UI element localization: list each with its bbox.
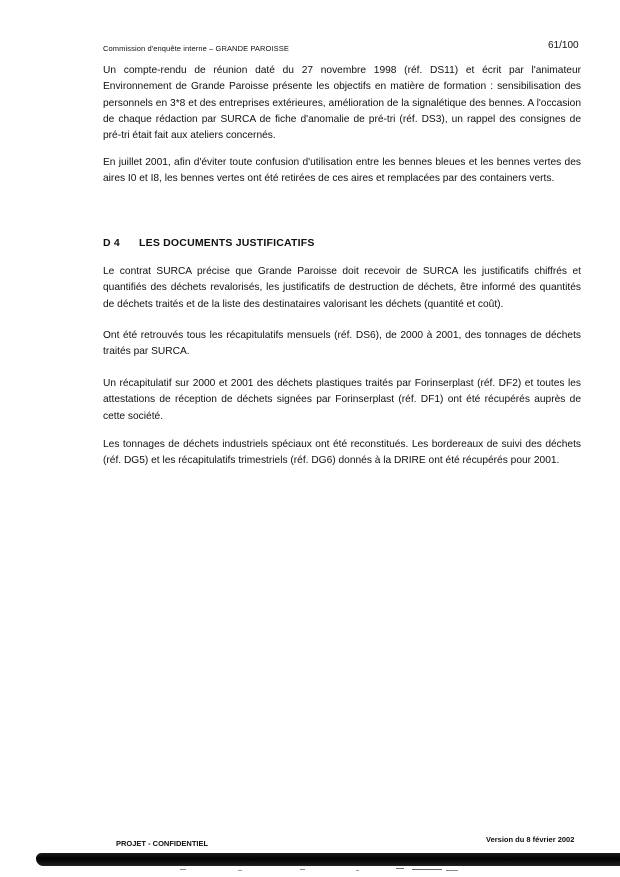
paragraph-formation: Un compte-rendu de réunion daté du 27 novembre 1998 (réf. DS11) et écrit par l'animateur Environnement de Grande Paroisse présente les objectifs en matière de formation : sensibilisation des personnels en 3*8 et des entreprises extérieures, amélioration de la signalétique des bennes. A l'occasion de chaque rédaction par SURCA de fiche d'anomalie de pré-tri (réf. DS3), un rappel des consignes de pré-tri était fait aux ateliers concernés. — [103, 65, 581, 142]
section-title: LES DOCUMENTS JUSTIFICATIFS — [139, 237, 315, 249]
scan-edge-bar — [36, 853, 620, 866]
section-heading-d4 — [103, 237, 315, 249]
paragraph-forinserplast: Un récapitulatif sur 2000 et 2001 des déchets plastiques traités par Forinserplast (réf. DF2) et toutes les attestations de réception de déchets signées par Forinserplast (réf. DF1) ont été récupérés auprès de cette société. — [103, 378, 581, 422]
section-number: D 4 — [103, 237, 120, 249]
footer-confidential-label: PROJET - CONFIDENTIEL — [116, 839, 209, 848]
footer-version-date: Version du 8 février 2002 — [486, 835, 575, 844]
document-header-title: Commission d'enquête interne – GRANDE PAROISSE — [103, 44, 289, 53]
paragraph-contrat-surca: Le contrat SURCA précise que Grande Paroisse doit recevoir de SURCA les justificatifs chiffrés et quantifiés des déchets revalorisés, les justificatifs de destruction de déchets, être informé des quantités de déchets traités et de la liste des destinataires valorisant les déchets (quantité et coût). — [103, 266, 581, 310]
paragraph-dechets-speciaux: Les tonnages de déchets industriels spéciaux ont été reconstitués. Les bordereaux de suivi des déchets (réf. DG5) et les récapitulatifs trimestriels (réf. DG6) donnés à la DRIRE ont été récupérés pour 2001. — [103, 439, 581, 467]
paragraph-recapitulatifs-mensuels: Ont été retrouvés tous les récapitulatifs mensuels (réf. DS6), de 2000 à 2001, des tonnages de déchets traités par SURCA. — [103, 330, 581, 358]
scan-noise-marks — [0, 866, 620, 877]
paragraph-bennes: En juillet 2001, afin d'éviter toute confusion d'utilisation entre les bennes bleues et les bennes vertes des aires I0 et I8, les bennes vertes ont été retirées de ces aires et remplacées par des containers verts. — [103, 157, 581, 185]
page-number: 61/100 — [548, 40, 579, 51]
